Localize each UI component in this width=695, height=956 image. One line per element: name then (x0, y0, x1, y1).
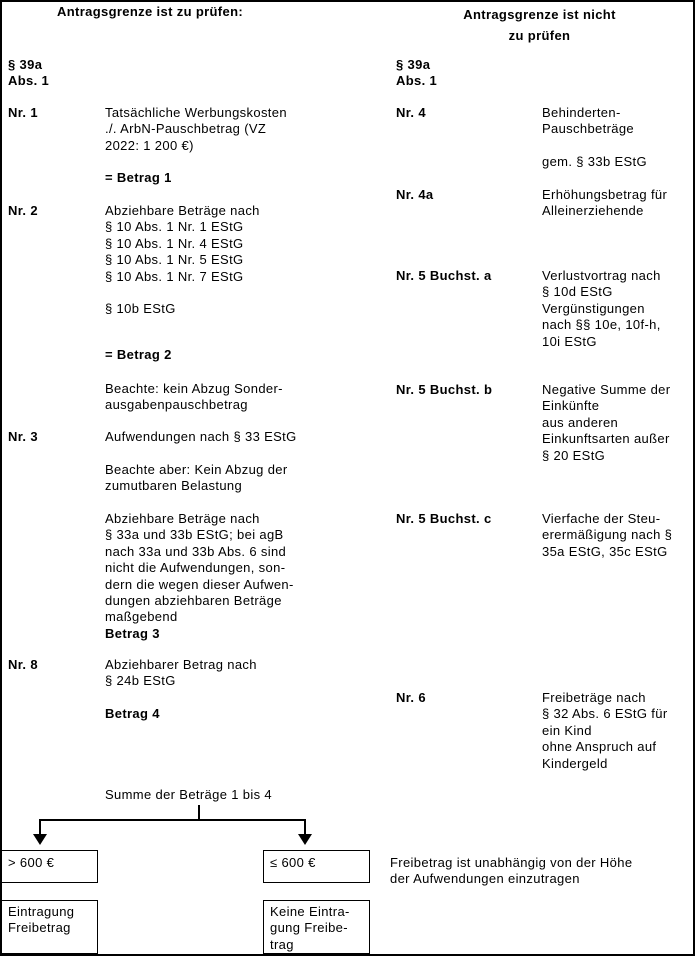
right-row-label-nr5c: Nr. 5 Buchst. c (396, 511, 492, 526)
right-row-text-nr5b: Negative Summe der Einkünfte aus anderen Einkunftsarten außer § 20 EStG (542, 382, 671, 463)
right-row-label-nr4: Nr. 4 (396, 105, 426, 120)
right-row-text-nr5c: Vierfache der Steu- erermäßigung nach § 35a EStG, 35c EStG (542, 511, 673, 559)
condition-box-greater-600: > 600 € (1, 850, 98, 883)
result-box-no-entry-freibetrag: Keine Eintra- gung Freibe- trag (263, 900, 370, 954)
freibetrag-independence-note: Freibetrag ist unabhängig von der Höhe der Aufwendungen einzutragen (390, 855, 633, 887)
betrag-4-result: Betrag 4 (105, 706, 160, 721)
condition-box-less-equal-600: ≤ 600 € (263, 850, 370, 883)
flow-branch-line (39, 819, 306, 821)
betrag-1-result: = Betrag 1 (105, 170, 172, 185)
left-note-sonderausgaben: Beachte: kein Abzug Sonder- ausgabenpauschbetrag (105, 381, 283, 413)
right-row-text-nr5a: Verlustvortrag nach § 10d EStG Vergünstigungen nach §§ 10e, 10f-h, 10i EStG (542, 268, 661, 349)
left-row-text-nr1: Tatsächliche Werbungskosten ./. ArbN-Pauschbetrag (VZ 2022: 1 200 €) (105, 105, 287, 153)
right-row-text-nr4a: Erhöhungsbetrag für Alleinerziehende (542, 187, 668, 219)
arrow-down-left-icon (33, 834, 47, 845)
right-row-label-nr6: Nr. 6 (396, 690, 426, 705)
right-law-reference: § 39a Abs. 1 (396, 57, 438, 89)
right-column-header: Antragsgrenze ist nicht zu prüfen (463, 7, 616, 43)
left-row-text-nr3: Aufwendungen nach § 33 EStG (105, 429, 297, 444)
right-row-label-nr5a: Nr. 5 Buchst. a (396, 268, 492, 283)
betrag-3-result: Betrag 3 (105, 626, 160, 641)
left-column-header: Antragsgrenze ist zu prüfen: (57, 4, 244, 19)
betrag-2-result: = Betrag 2 (105, 347, 172, 362)
result-box-entry-freibetrag: Eintragung Freibetrag (1, 900, 98, 954)
right-row-label-nr4a: Nr. 4a (396, 187, 434, 202)
right-row-text-nr6: Freibeträge nach § 32 Abs. 6 EStG für ein Kind ohne Anspruch auf Kindergeld (542, 690, 668, 771)
left-note-zumutbare-belastung: Beachte aber: Kein Abzug der zumutbaren Belastung (105, 462, 288, 494)
left-row-label-nr1: Nr. 1 (8, 105, 38, 120)
left-law-reference: § 39a Abs. 1 (8, 57, 50, 89)
left-row-text-nr3-abziehbare: Abziehbare Beträge nach § 33a und 33b EStG; bei agB nach 33a und 33b Abs. 6 sind nicht die Aufwendungen, son- dern die wegen dieser Aufwen- dungen abziehbaren Beträge maßgebend (105, 511, 294, 625)
left-row-text-10b: § 10b EStG (105, 301, 176, 316)
left-row-label-nr2: Nr. 2 (8, 203, 38, 218)
right-row-text-nr4: Behinderten- Pauschbeträge (542, 105, 635, 137)
sum-of-amounts-label: Summe der Beträge 1 bis 4 (105, 787, 272, 802)
left-row-text-nr8: Abziehbarer Betrag nach § 24b EStG (105, 657, 257, 689)
right-row-label-nr5b: Nr. 5 Buchst. b (396, 382, 493, 397)
right-row-note-nr4: gem. § 33b EStG (542, 154, 647, 169)
left-row-label-nr8: Nr. 8 (8, 657, 38, 672)
left-row-text-nr2: Abziehbare Beträge nach § 10 Abs. 1 Nr. 1 EStG § 10 Abs. 1 Nr. 4 EStG § 10 Abs. 1 Nr. 5 EStG § 10 Abs. 1 Nr. 7 EStG (105, 203, 260, 284)
arrow-down-right-icon (298, 834, 312, 845)
left-row-label-nr3: Nr. 3 (8, 429, 38, 444)
